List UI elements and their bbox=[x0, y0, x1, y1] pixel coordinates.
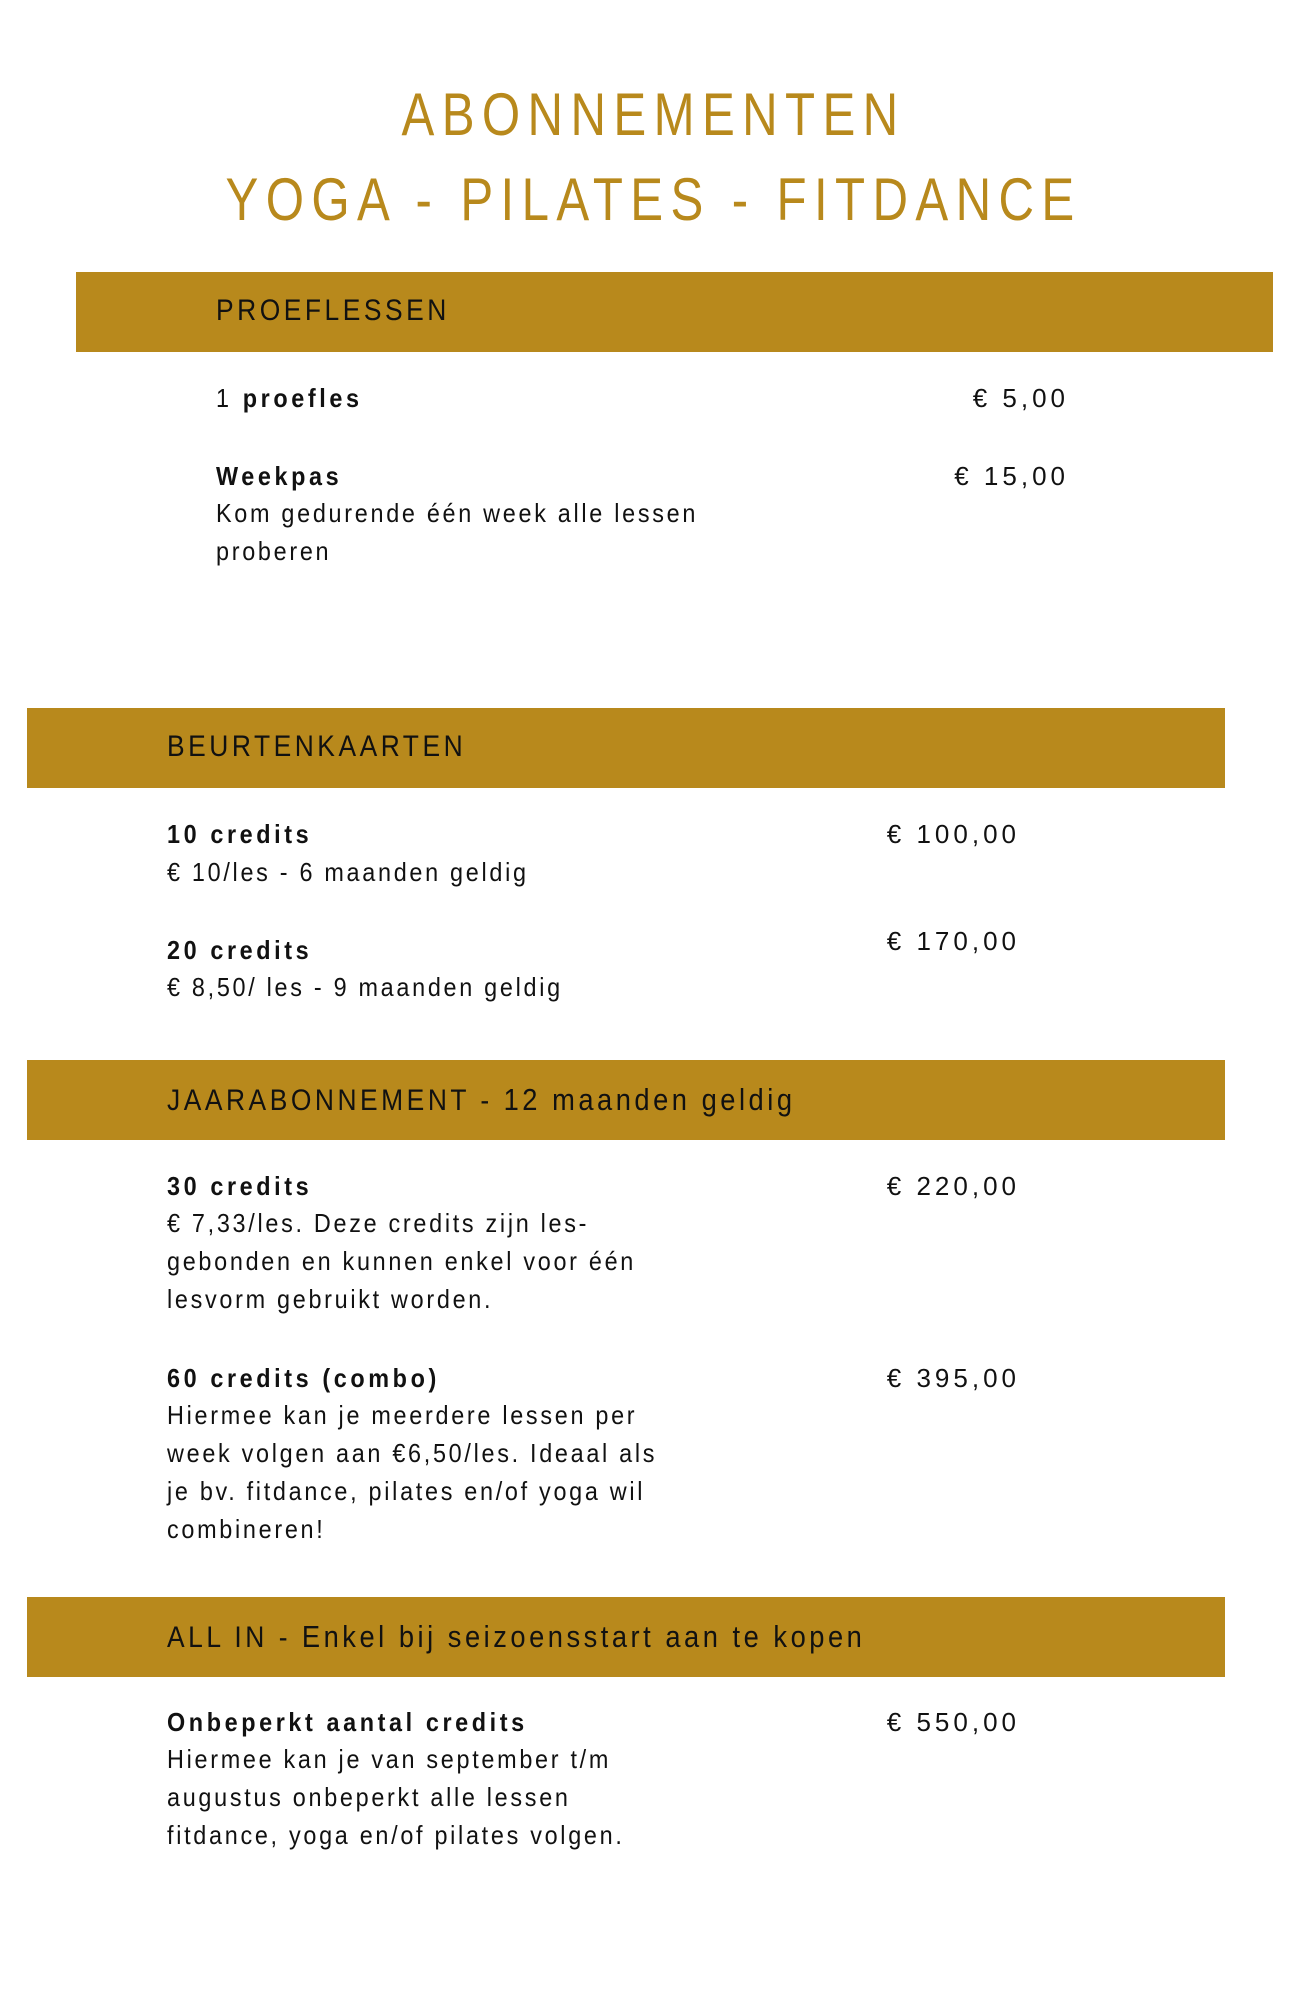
item-description-30-credits bbox=[167, 1204, 636, 1318]
item-name-onbeperkt: Onbeperkt aantal credits bbox=[167, 1707, 528, 1737]
item-price-onbeperkt: € 550,00 bbox=[886, 1707, 1020, 1737]
item-name-20-credits: 20 credits bbox=[167, 935, 313, 965]
section-heading-title: ALL IN - bbox=[167, 1621, 292, 1654]
section-heading: PROEFLESSEN bbox=[216, 294, 450, 327]
section-header-jaarabonnement bbox=[27, 1060, 1225, 1140]
description-line: € 7,33/les. Deze credits zijn les- bbox=[167, 1208, 590, 1238]
section-heading: BEURTENKAARTEN bbox=[167, 730, 467, 763]
item-name-30-credits: 30 credits bbox=[167, 1171, 313, 1201]
page-title-line-2: YOGA - PILATES - FITDANCE bbox=[225, 166, 1082, 233]
description-line: Kom gedurende één week alle lessen bbox=[216, 498, 699, 528]
item-price-60-credits: € 395,00 bbox=[886, 1363, 1020, 1393]
item-description-20-credits bbox=[167, 968, 563, 1006]
item-price-30-credits: € 220,00 bbox=[886, 1171, 1020, 1201]
description-line: augustus onbeperkt alle lessen bbox=[167, 1782, 571, 1812]
item-price-proefles: € 5,00 bbox=[972, 383, 1069, 413]
page-title-line-1: ABONNEMENTEN bbox=[401, 81, 906, 148]
section-heading bbox=[167, 1082, 796, 1118]
item-price-20-credits: € 170,00 bbox=[886, 926, 1020, 956]
item-name-main: proefles bbox=[242, 383, 363, 413]
item-description-60-credits bbox=[167, 1396, 657, 1548]
description-line: Hiermee kan je van september t/m bbox=[167, 1744, 612, 1774]
description-line: week volgen aan €6,50/les. Ideaal als bbox=[167, 1438, 658, 1468]
section-header-all-in bbox=[27, 1597, 1225, 1677]
description-line: fitdance, yoga en/of pilates volgen. bbox=[167, 1820, 625, 1850]
item-name-proefles bbox=[216, 383, 363, 414]
item-description-onbeperkt bbox=[167, 1740, 625, 1854]
section-heading-title: JAARABONNEMENT - bbox=[167, 1084, 493, 1117]
section-heading bbox=[167, 1619, 865, 1655]
section-header-beurtenkaarten bbox=[27, 708, 1225, 788]
item-name-weekpas: Weekpas bbox=[216, 461, 343, 491]
item-description-10-credits bbox=[167, 853, 529, 891]
item-name-60-credits: 60 credits (combo) bbox=[167, 1363, 440, 1393]
description-line: lesvorm gebruikt worden. bbox=[167, 1284, 494, 1314]
description-line: je bv. fitdance, pilates en/of yoga wil bbox=[167, 1476, 646, 1506]
description-line: proberen bbox=[216, 536, 332, 566]
section-heading-subtitle: 12 maanden geldig bbox=[503, 1082, 796, 1117]
item-price-10-credits: € 100,00 bbox=[886, 819, 1020, 849]
section-header-proeflessen bbox=[76, 272, 1273, 352]
item-name-10-credits: 10 credits bbox=[167, 819, 313, 849]
description-line: € 8,50/ les - 9 maanden geldig bbox=[167, 972, 563, 1002]
description-line: combineren! bbox=[167, 1514, 326, 1544]
item-price-weekpas: € 15,00 bbox=[954, 461, 1069, 491]
item-description-weekpas bbox=[216, 494, 698, 570]
description-line: Hiermee kan je meerdere lessen per bbox=[167, 1400, 638, 1430]
description-line: € 10/les - 6 maanden geldig bbox=[167, 857, 529, 887]
section-heading-subtitle: Enkel bij seizoensstart aan te kopen bbox=[301, 1619, 866, 1654]
description-line: gebonden en kunnen enkel voor één bbox=[167, 1246, 637, 1276]
item-name-prefix: 1 bbox=[216, 383, 233, 413]
